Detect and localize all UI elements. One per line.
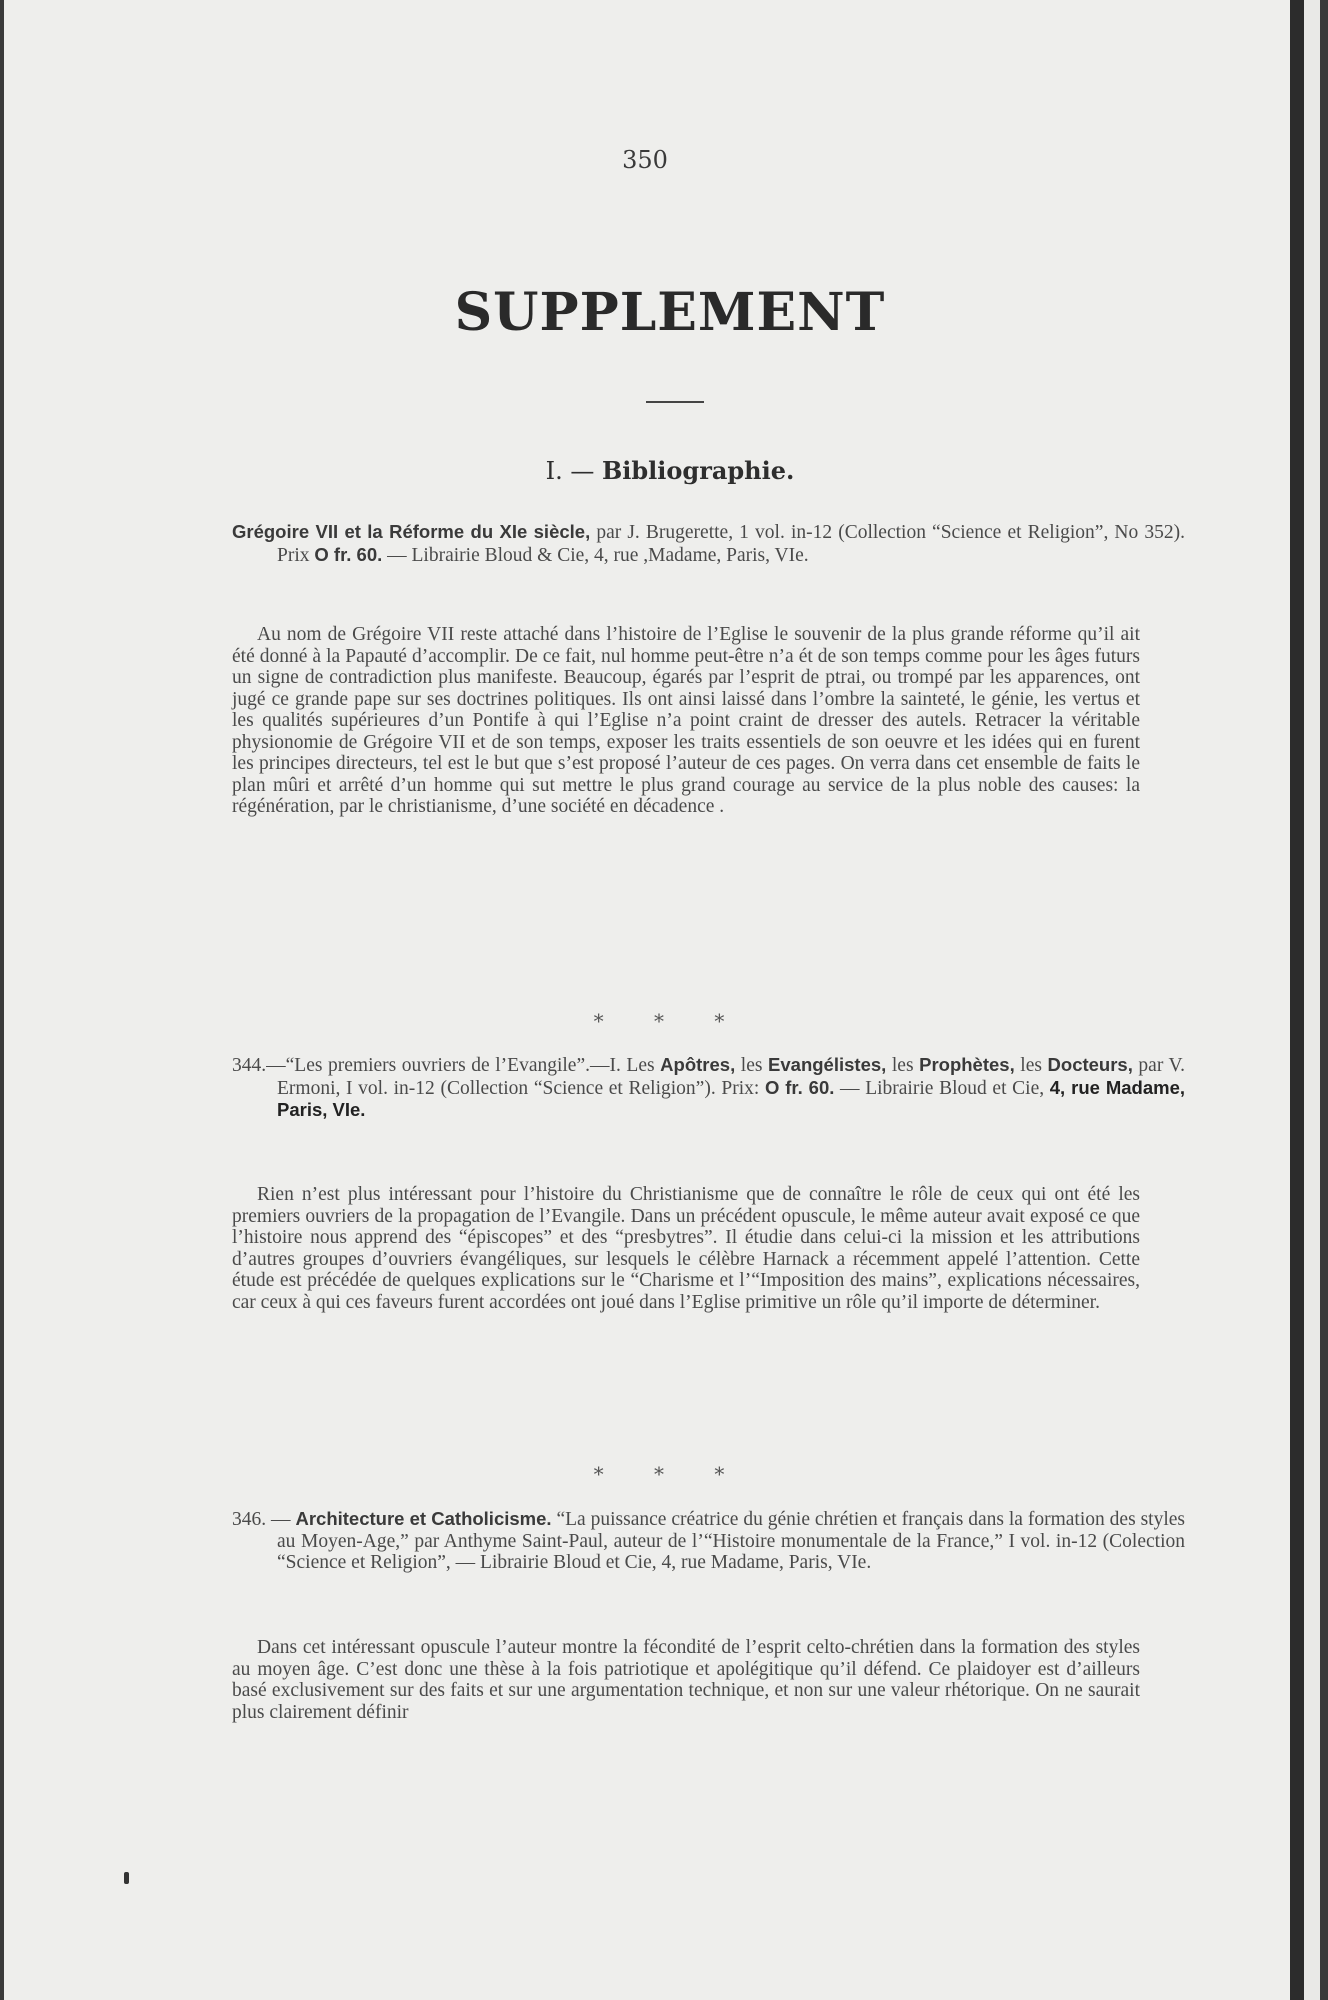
entry-2-paragraph: Rien n’est plus intéressant pour l’histoire du Christianisme que de connaître le rôle de ceux qui ont été les premiers ouvriers de la propagation de l’Evangile. Dans un précédent opuscule, le même auteur avait exposé ce que l’histoire nous apprend des “épiscopes” et des “presbytres”. Il étudie dans celui-ci la mission et les attributions d’autres groupes d’ouvriers évangéliques, sur lesquels le célèbre Harnack a récemment appelé l’attention. Cette étude est précédée de quelques explications sur le “Charisme et l’“Imposition des mains”, explications nécessaires, car ceux à qui ces faveurs furent accordées ont joué dans l’Eglise primitive un rôle qu’il importe de déterminer. (232, 1184, 1140, 1313)
entry-2-reference (232, 1054, 1185, 1122)
entry-1-publisher: — Librairie Bloud & Cie, 4, rue ,Madame, Paris, VIe. (382, 544, 809, 566)
entry-1-reference (232, 521, 1185, 566)
scan-speck (124, 1872, 129, 1884)
title-rule (646, 401, 704, 403)
entry-2-ref-text: par V. Ermoni, I vol. in-12 (Collection “Science et Religion”). Prix: (277, 1055, 1185, 1099)
entry-3-paragraph: Dans cet intéressant opuscule l’auteur montre la fécondité de l’esprit celto-chrétien dans la formation des styles au moyen âge. C’est donc une thèse à la fois patriotique et apolégitique qu’il défend. Ce plaidoyer est d’ailleurs basé exclusivement sur des faits et sur une argumentation technique, et non sur une valeur rhétorique. On ne saurait plus clairement définir (232, 1637, 1140, 1723)
entry-1-title: Grégoire VII et la Réforme du XIe siècle, (232, 521, 591, 542)
entry-1-ref-text: par J. Brugerette, 1 vol. in-12 (Collection “Science et Religion”, No 352). Prix (277, 522, 1185, 566)
entry-1-price: O fr. 60. (314, 543, 383, 565)
entry-3-ref-text: “La puissance créatrice du génie chrétien et français dans la formation des styles au Moyen-Age,” par Anthyme Saint-Paul, auteur de l’“Histoire monumentale de la France,” I vol. in-12 (Colection “Science et Religion”, — Librairie Bloud et Cie, 4, rue Madame, Paris, VIe. (277, 1509, 1186, 1573)
entry-2-sep-2: les (886, 1055, 920, 1076)
entry-2-sep-3: les (1014, 1055, 1048, 1076)
entry-2-price: O fr. 60. (764, 1076, 835, 1098)
entry-2-docteurs: Docteurs, (1047, 1054, 1133, 1075)
entry-3-ref-number: 346. — (232, 1509, 296, 1530)
section-heading (0, 456, 1290, 485)
entry-1-paragraph: Au nom de Grégoire VII reste attaché dans l’histoire de l’Eglise le souvenir de la plus grande réforme qu’il ait été donné à la Papauté d’accomplir. De ce fait, nul homme peut-être n’a ét de son temps comme pour les âges futurs un signe de contradiction plus manifeste. Beaucoup, égarés par l’esprit de ptrai, ou trompé par les apparences, ont jugé ce grande pape sur ses doctrines politiques. Ils ont ainsi laissé dans l’ombre la sainteté, le génie, les vertus et les qualités supérieures d’un Pontife à qui l’Eglise n’a point craint de dresser des autels. Retracer la véritable physionomie de Grégoire VII et de son temps, exposer les traits essentiels de son oeuvre et les idées qui en furent les principes directeurs, tel est le but que s’est proposé l’auteur de ces pages. On verra dans cet ensemble de faits le plan mûri et arrêté d’un homme qui sut mettre le plus grand courage au service de la plus noble des causes: la régénération, par le christianisme, d’une société en décadence . (232, 624, 1140, 817)
entry-2-prophetes: Prophètes, (919, 1054, 1015, 1075)
separator-1: * * * (593, 1009, 747, 1033)
section-name: Bibliographie. (602, 456, 795, 485)
entry-2-ref-number: 344.—“Les premiers ouvriers de l’Evangile”.—I. Les (232, 1055, 661, 1076)
entry-3-title: Architecture et Catholicisme. (295, 1508, 552, 1529)
entry-2-apotres: Apôtres, (660, 1054, 736, 1075)
entry-2-sep-1: les (735, 1055, 769, 1076)
entry-2-evangelistes: Evangélistes, (768, 1054, 887, 1075)
page-title: SUPPLEMENT (454, 282, 886, 343)
section-number: I. — (545, 457, 595, 485)
separator-2: * * * (593, 1462, 747, 1486)
entry-3-reference (232, 1508, 1185, 1574)
scan-edge-right (1290, 0, 1328, 2000)
entry-2-address: 4, rue Madame, Paris, VIe. (277, 1076, 1185, 1120)
page-number: 350 (622, 146, 668, 174)
entry-2-publisher: — Librairie Bloud et Cie, (834, 1077, 1050, 1099)
